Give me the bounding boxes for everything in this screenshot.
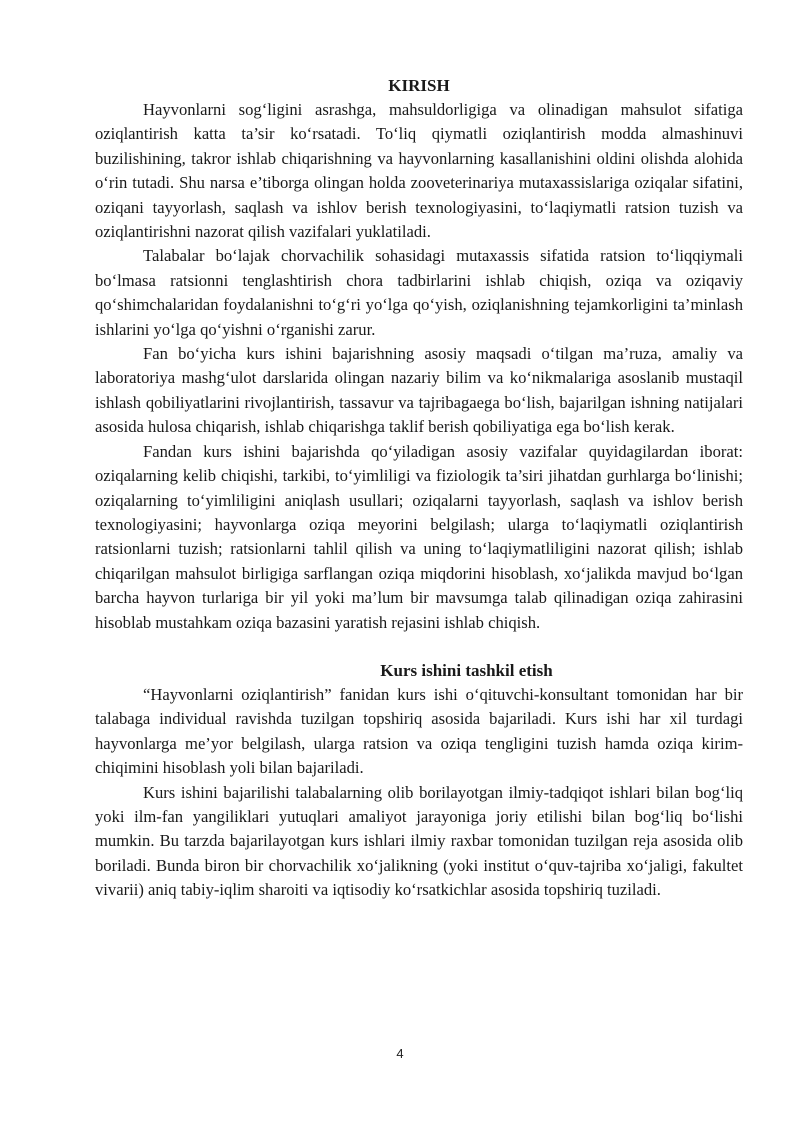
intro-paragraph-1: Hayvonlarni sog‘ligini asrashga, mahsuldorligiga va olinadigan mahsulot sifatiga oziqlantirish katta ta’sir ko‘rsatadi. To‘liq qiymatli oziqlantirish modda almashinuvi buzilishining, takror ishlab chiqarishning va hayvonlarning kasallanishini oldini olishda alohida o‘rin tutadi. Shu narsa e’tiborga olingan holda zooveterinariya mutaxassislariga oziqalar sifatini, oziqani tayyorlash, saqlash va ishlov berish texnologiyasini, to‘laqiymatli ratsion tuzish va oziqlantirishni nazorat qilish vazifalari yuklatiladi. xyxy=(95,100,743,242)
section-heading: Kurs ishini tashkil etish xyxy=(380,660,553,680)
page-number: 4 xyxy=(396,1046,404,1061)
page-title: KIRISH xyxy=(388,76,450,95)
intro-paragraph-3: Fan bo‘yicha kurs ishini bajarishning asosiy maqsadi o‘tilgan ma’ruza, amaliy va laboratoriya mashg‘ulot darslarida olingan nazariy bilim va ko‘nikmalariga asoslanib mustaqil ishlash qobiliyatlarini rivojlantirish, tassavur va tajribagaega bo‘lish, bajarilgan ishning natijalari asosida hulosa chiqarish, ishlab chiqarishga taklif berish qobiliyatiga ega bo‘lish kerak. xyxy=(95,344,743,437)
section-paragraph-1: “Hayvonlarni oziqlantirish” fanidan kurs ishi o‘qituvchi-konsultant tomonidan har bir talabaga individual ravishda tuzilgan topshiriq asosida bajariladi. Kurs ishi har xil turdagi hayvonlarga me’yor belgilash, ularga ratsion va oziqa tengligini tuzish hamda oziqa kirim-chiqimini hisoblash yoli bilan bajariladi. xyxy=(95,684,743,778)
section-paragraph-2: Kurs ishini bajarilishi talabalarning olib borilayotgan ilmiy-tadqiqot ishlari bilan bog‘liq yoki ilm-fan yangiliklari yutuqlari amaliyot jarayoniga joriy etilishi bilan bog‘liq bo‘lishi mumkin. Bu tarzda bajarilayotgan kurs ishlari ilmiy raxbar tomonidan tuzilgan reja asosida olib boriladi. Bunda biron bir chorvachilik xo‘jalikning (yoki institut o‘quv-tajriba xo‘jaligi, fakultet vivarii) aniq tabiy-iqlim sharoiti va iqtisodiy ko‘rsatkichlar asosida topshiriq tuziladi. xyxy=(95,782,743,900)
intro-paragraph-4: Fandan kurs ishini bajarishda qo‘yiladigan asosiy vazifalar quyidagilardan iborat: oziqalarning kelib chiqishi, tarkibi, to‘yimliligi va fiziologik ta’siri jihatdan gurhlarga bo‘linishi; oziqalarning to‘yimliligini aniqlash usullari; oziqalarni tayyorlash, saqlash va ishlov berish texnologiyasini; hayvonlarga oziqa meyorini belgilash; ularga to‘laqiymatli oziqlantirish ratsionlarni tuzish; ratsionlarni tahlil qilish va uning to‘laqiymatliligini nazorat qilish; ishlab chiqarilgan mahsulot birligiga sarflangan oziqa miqdorini hisoblash, xo‘jalikda mavjud bo‘lgan barcha hayvon turlariga bir yil yoki ma’lum bir mavsumga talab qilinadigan oziqa zahirasini hisoblab mustahkam oziqa bazasini yaratish rejasini ishlab chiqish. xyxy=(95,441,743,632)
intro-paragraph-2: Talabalar bo‘lajak chorvachilik sohasidagi mutaxassis sifatida ratsion to‘liqqiymali bo‘lmasa ratsionni tenglashtirish chora tadbirlarini ishlab chiqish, oziqa va oziqaviy qo‘shimchalaridan foydalanishni to‘g‘ri yo‘lga qo‘yish, oziqlanishning tejamkorligini ta’minlash ishlarini yo‘lga qo‘yishni o‘rganishi zarur. xyxy=(95,246,743,339)
document-page xyxy=(95,74,743,903)
